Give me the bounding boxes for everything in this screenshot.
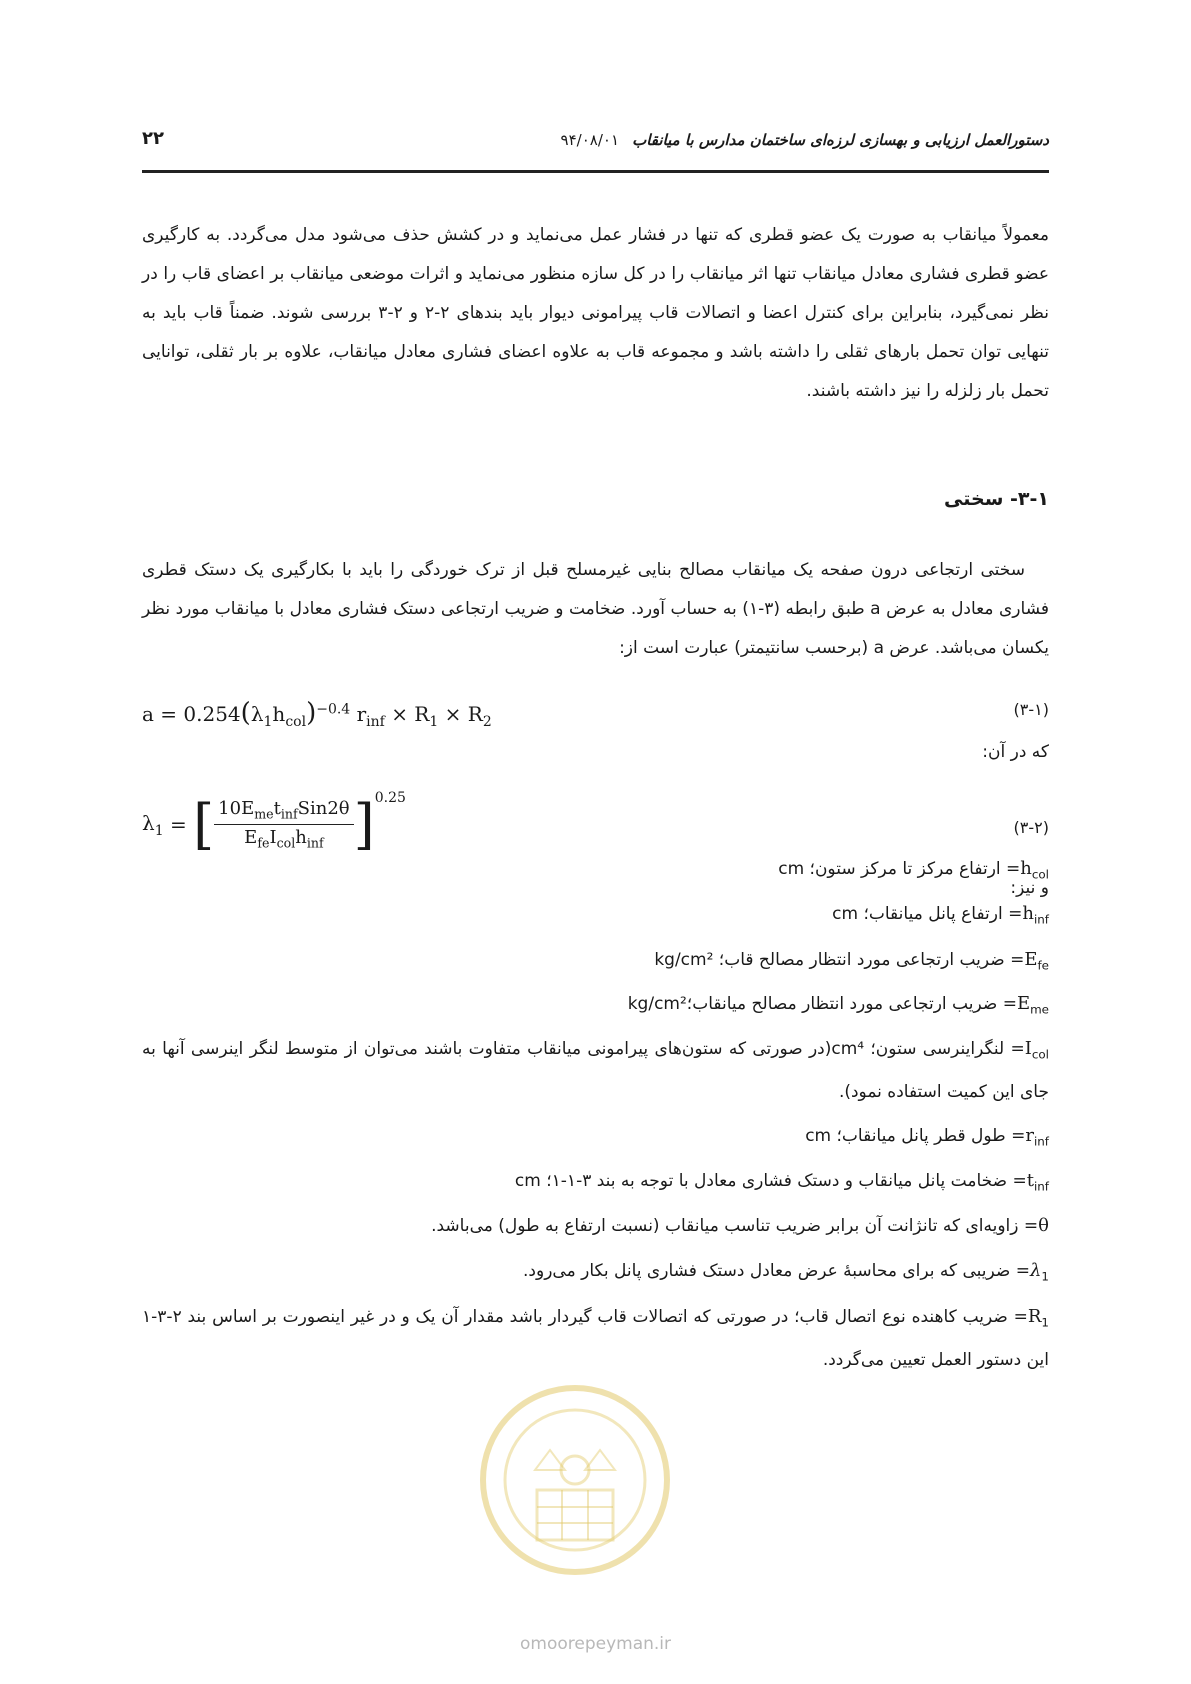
num-sin: Sin2θ	[297, 798, 350, 820]
section-heading: ۳-۱- سختی	[944, 488, 1049, 510]
equation-1: $a = 0.254(\lambda_1h_{col})^{-0.4}$ $r_{inf} \times R_1 \times R_2$	[142, 698, 492, 730]
eq2-lambda-sub: 1	[154, 823, 164, 839]
def-equals: =	[1010, 1039, 1025, 1059]
paragraph-2: سختی ارتجاعی درون صفحه یک میانقاب مصالح بنایی غیرمسلح قبل از ترک خوردگی را باید با بکارگیری یک دستک قطری فشاری معادل به عرض a طبق رابطه (۳-۱) به حساب آورد. ضخامت و ضریب ارتجاعی دستک فشاری معادل با میانقاب مورد نظر یکسان می‌باشد. عرض a (برحسب سانتیمتر) عبارت است از:	[142, 560, 1049, 658]
den-sub-col: col	[276, 835, 296, 851]
def-symbol: λ	[1030, 1260, 1042, 1281]
den-i: I	[269, 827, 277, 848]
def-symbol-sub: fe	[1037, 958, 1049, 973]
eq1-r2: × R	[444, 702, 483, 726]
equation-1-number: (۳-۱)	[1013, 700, 1049, 719]
def-symbol-sub: inf	[1033, 912, 1049, 927]
definition-item	[654, 949, 1049, 972]
den-sub-fe: fe	[257, 835, 270, 851]
def-symbol: h	[1020, 858, 1032, 879]
equation-2-number: (۳-۲)	[1013, 818, 1049, 837]
def-text: ضریب ارتجاعی مورد انتظار مصالح میانقاب؛kg/cm²	[627, 994, 998, 1014]
def-symbol: R	[1027, 1306, 1042, 1327]
def-text: ضریب کاهنده نوع اتصال قاب؛ در صورتی که اتصالات قاب گیردار باشد مقدار آن یک و در غیر اینصورت بر اساس بند ۲-۳-۱ این دستور العمل تعیین می‌گردد.	[142, 1307, 1049, 1371]
def-symbol: r	[1025, 1125, 1034, 1146]
definition-item	[523, 1260, 1049, 1283]
def-symbol-sub: 1	[1041, 1315, 1049, 1330]
den-h: h	[295, 827, 307, 848]
definition-item-wrapped	[142, 1030, 1049, 1111]
def-symbol: t	[1026, 1170, 1034, 1191]
eq1-r2-sub: 2	[482, 714, 492, 730]
eq1-r-sub: inf	[366, 714, 385, 730]
den-e: E	[244, 827, 258, 848]
def-text: ارتفاع پانل میانقاب؛ cm	[832, 904, 1003, 924]
eq1-lhs: a = 0.254	[142, 702, 241, 726]
header-title: دستورالعمل ارزیابی و بهسازی لرزه‌ای ساختمان مدارس با میانقاب	[632, 131, 1049, 149]
paragraph-1: معمولاً میانقاب به صورت یک عضو قطری که تنها در فشار عمل می‌نماید و در کشش حذف می‌شود مدل می‌گردد. به کارگیری عضو قطری فشاری معادل میانقاب تنها اثر میانقاب را در کل سازه منظور می‌نماید و اثرات موضعی میانقاب بر اعضای قاب را در نظر نمی‌گیرد، بنابراین برای کنترل اعضا و اتصالات قاب پیرامونی دیوار باید بندهای ۲-۲ و ۲-۳ بررسی شوند. ضمناً قاب باید به تنهایی توان تحمل بارهای ثقلی را داشته باشد و مجموعه قاب به علاوه اعضای فشاری معادل میانقاب، علاوه بر بار ثقلی، توانایی تحمل بار زلزله را نیز داشته باشند.	[142, 225, 1049, 401]
eq1-h: h	[272, 702, 286, 726]
page-number: ۲۲	[142, 128, 164, 149]
def-symbol: h	[1022, 903, 1034, 924]
def-equals: =	[1002, 994, 1017, 1014]
num-part: 10E	[218, 798, 255, 820]
def-symbol-sub: inf	[1033, 1179, 1049, 1194]
def-text: زاویه‌ای که تانژانت آن برابر ضریب تناسب میانقاب (نسبت ارتفاع به طول) می‌باشد.	[431, 1216, 1019, 1236]
eq1-r1-sub: 1	[429, 714, 439, 730]
eq1-exp: −0.4	[316, 701, 351, 718]
def-equals: =	[1023, 1216, 1039, 1236]
def-equals: =	[1013, 1307, 1028, 1327]
def-symbol-sub: col	[1031, 867, 1049, 882]
def-symbol: E	[1016, 993, 1031, 1014]
eq1-lambda: λ	[250, 702, 264, 726]
def-equals: =	[1010, 950, 1025, 970]
num-t: t	[273, 798, 281, 820]
and-also-label: و نیز:	[1010, 878, 1049, 898]
eq2-exp: 0.25	[374, 790, 406, 806]
def-symbol-sub: inf	[1033, 1134, 1049, 1149]
def-symbol: θ	[1038, 1215, 1049, 1236]
definition-item-wrapped	[142, 1298, 1049, 1379]
right-bracket: ]	[353, 792, 375, 856]
def-symbol: E	[1024, 949, 1038, 970]
header-date: ۹۴/۰۸/۰۱	[560, 131, 619, 149]
def-symbol-sub: me	[1030, 1002, 1049, 1017]
definition-item	[515, 1170, 1049, 1193]
def-text: لنگراینرسی ستون؛ cm⁴(در صورتی که ستون‌های پیرامونی میانقاب متفاوت باشند می‌توان از متوسط لنگر اینرسی آنها به جای این کمیت استفاده نمود).	[142, 1039, 1049, 1103]
def-equals: =	[1006, 859, 1021, 879]
def-equals: =	[1011, 1126, 1026, 1146]
def-text: ضریبی که برای محاسبۀ عرض معادل دستک فشاری پانل بکار می‌رود.	[523, 1261, 1011, 1281]
def-text: ضریب ارتجاعی مورد انتظار مصالح قاب؛ kg/cm²	[654, 950, 1005, 970]
equation-2: $\lambda_1$ = [ $\frac{10E_{me}t_{inf}Sin2\theta}{E_{fe}I_{col}h_{inf}}$ ]$^{0.25}$	[142, 790, 406, 856]
definition-item	[805, 1125, 1049, 1148]
definition-item	[431, 1215, 1049, 1238]
def-text: ارتفاع مرکز تا مرکز ستون؛ cm	[778, 859, 1001, 879]
definition-item	[778, 858, 1049, 881]
num-sub-me: me	[254, 807, 274, 822]
watermark-seal	[475, 1380, 675, 1580]
eq1-h-sub: col	[285, 714, 307, 730]
den-sub-inf: inf	[306, 835, 324, 851]
watermark-site: omoorepeyman.ir	[519, 1634, 672, 1654]
eq1-r: r	[356, 702, 367, 726]
def-symbol: I	[1024, 1038, 1032, 1059]
eq1-r1: × R	[391, 702, 430, 726]
eq2-lambda: λ	[142, 811, 155, 835]
eq1-lambda-sub: 1	[263, 714, 273, 730]
left-bracket: [	[193, 792, 215, 856]
def-symbol-sub: col	[1031, 1047, 1049, 1062]
where-label: که در آن:	[982, 742, 1049, 762]
definition-item	[832, 903, 1049, 926]
def-equals: =	[1012, 1171, 1027, 1191]
def-equals: =	[1015, 1261, 1030, 1281]
def-symbol-sub: 1	[1041, 1269, 1049, 1284]
def-text: ضخامت پانل میانقاب و دستک فشاری معادل با توجه به بند ۳-۱-۱؛ cm	[514, 1171, 1008, 1191]
num-sub-inf: inf	[280, 807, 298, 822]
def-text: طول قطر پانل میانقاب؛ cm	[805, 1126, 1006, 1146]
def-equals: =	[1008, 904, 1023, 924]
definition-item	[628, 993, 1049, 1016]
